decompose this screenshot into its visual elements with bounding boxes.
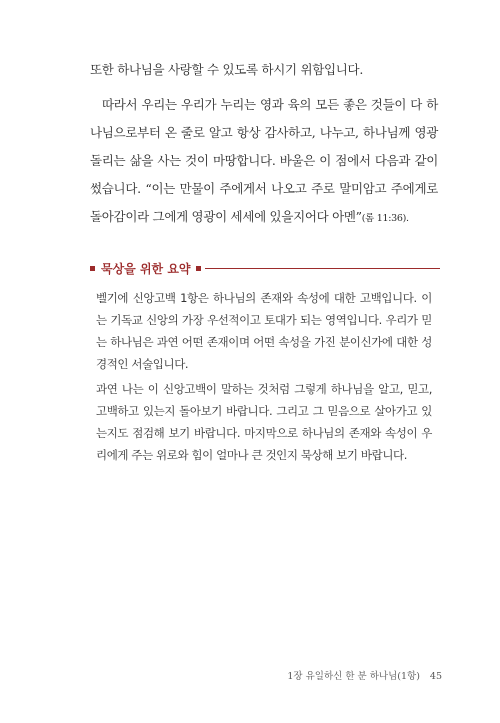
body-paragraph-2 bbox=[90, 91, 438, 233]
scripture-reference: (롬 11:36). bbox=[361, 213, 409, 224]
body-paragraph-1: 또한 하나님을 사랑할 수 있도록 하시기 위함입니다. bbox=[90, 62, 363, 77]
page-footer bbox=[287, 668, 442, 682]
summary-paragraph-2: 과연 나는 이 신앙고백이 말하는 것처럼 그렇게 하나님을 알고, 믿고, 고백하고 있는지 돌아보기 바랍니다. 그리고 그 믿음으로 살아가고 있는지도 점검해 보기 바랍니다. 마지막으로 하나님의 존재와 속성이 우리에게 주는 위로와 힘이 얼마나 큰 것인지 묵상해 보기 바랍니다. bbox=[96, 382, 432, 462]
body-paragraph-2-text: 따라서 우리는 우리가 누리는 영과 육의 모든 좋은 것들이 다 하나님으로부터 온 줄로 알고 항상 감사하고, 나누고, 하나님께 영광 돌리는 삶을 사는 것이 마땅합니다. 바울은 이 점에서 다음과 같이 썼습니다. “이는 만물이 주에게서 나오고 주로 말미암고 주에게로 돌아감이라 그에게 영광이 세세에 있을지어다 아멘” bbox=[90, 97, 438, 224]
square-bullet-icon bbox=[90, 266, 95, 271]
summary-heading bbox=[90, 258, 440, 278]
page-number: 45 bbox=[429, 671, 442, 682]
summary-heading-text: 묵상을 위한 요약 bbox=[101, 261, 191, 276]
summary-paragraph-1: 벨기에 신앙고백 1항은 하나님의 존재와 속성에 대한 고백입니다. 이는 기독교 신앙의 가장 우선적이고 토대가 되는 영역입니다. 우리가 믿는 하나님은 과연 어떤 존재이며 어떤 속성을 가진 분이신가에 대한 성경적인 서술입니다. bbox=[96, 291, 432, 371]
running-title: 1장 유일하신 한 분 하나님(1항) bbox=[287, 671, 420, 682]
square-bullet-icon bbox=[196, 266, 201, 271]
heading-rule bbox=[205, 268, 440, 269]
